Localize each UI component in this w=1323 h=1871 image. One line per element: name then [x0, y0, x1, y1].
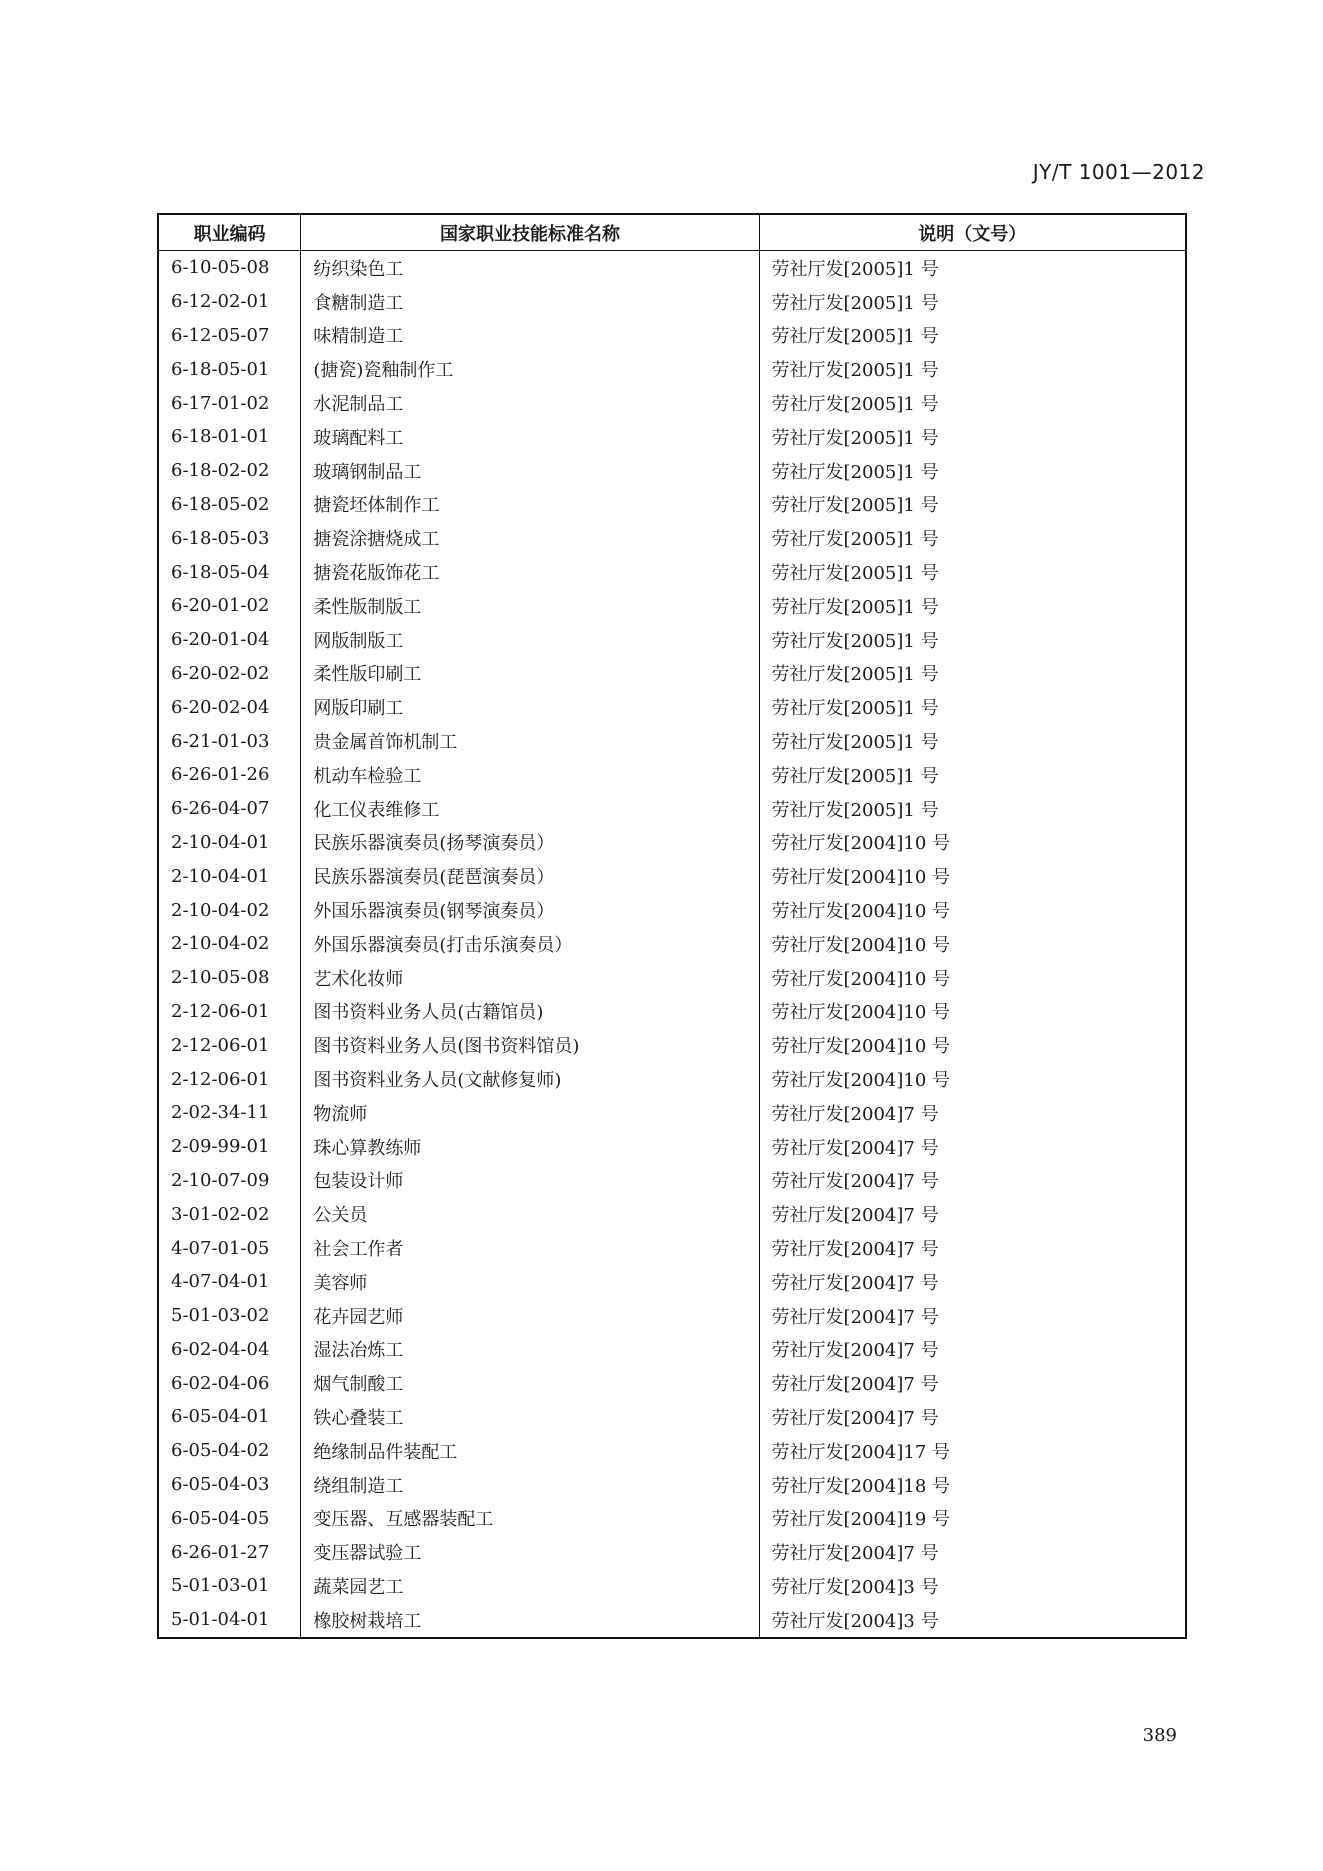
- document-number-cell: 劳社厅发[2004]10 号: [759, 859, 1186, 893]
- standard-name-cell: 湿法冶炼工: [301, 1333, 759, 1367]
- occupation-code-cell: 6-05-04-05: [158, 1501, 301, 1535]
- table-row: [158, 488, 1186, 522]
- occupation-code-cell: 6-12-02-01: [158, 285, 301, 319]
- document-number-cell: 劳社厅发[2004]3 号: [759, 1603, 1186, 1638]
- occupation-code-cell: 5-01-03-01: [158, 1569, 301, 1603]
- document-number-cell: 劳社厅发[2004]10 号: [759, 927, 1186, 961]
- table-row: [158, 251, 1186, 285]
- table-row: [158, 927, 1186, 961]
- table-row: [158, 589, 1186, 623]
- document-number-cell: 劳社厅发[2004]3 号: [759, 1569, 1186, 1603]
- table-row: [158, 1569, 1186, 1603]
- table-row: [158, 420, 1186, 454]
- occupation-code-cell: 6-18-05-02: [158, 488, 301, 522]
- table-row: [158, 1434, 1186, 1468]
- standard-name-cell: 网版制版工: [301, 623, 759, 657]
- occupation-code-cell: 2-12-06-01: [158, 1062, 301, 1096]
- standard-name-cell: 图书资料业务人员(文献修复师): [301, 1062, 759, 1096]
- standard-name-cell: 味精制造工: [301, 319, 759, 353]
- occupation-standards-table: [157, 213, 1187, 1639]
- document-number-cell: 劳社厅发[2005]1 号: [759, 319, 1186, 353]
- standard-name-cell: 柔性版制版工: [301, 589, 759, 623]
- table-row: [158, 1265, 1186, 1299]
- standard-name-cell: 绕组制造工: [301, 1468, 759, 1502]
- document-number-cell: 劳社厅发[2005]1 号: [759, 454, 1186, 488]
- standard-name-cell: 变压器试验工: [301, 1535, 759, 1569]
- standard-name-cell: 贵金属首饰机制工: [301, 724, 759, 758]
- table-row: [158, 386, 1186, 420]
- table-row: [158, 1231, 1186, 1265]
- document-number-cell: 劳社厅发[2004]10 号: [759, 995, 1186, 1029]
- occupation-code-cell: 6-12-05-07: [158, 319, 301, 353]
- document-number-cell: 劳社厅发[2005]1 号: [759, 555, 1186, 589]
- document-number-cell: 劳社厅发[2005]1 号: [759, 488, 1186, 522]
- standard-name-cell: 外国乐器演奏员(钢琴演奏员）: [301, 893, 759, 927]
- standard-code: JY/T 1001—2012: [1032, 160, 1205, 184]
- occupation-code-cell: 2-02-34-11: [158, 1096, 301, 1130]
- occupation-code-cell: 3-01-02-02: [158, 1197, 301, 1231]
- standard-name-cell: 纺织染色工: [301, 251, 759, 285]
- standard-name-cell: 艺术化妆师: [301, 961, 759, 995]
- table-row: [158, 454, 1186, 488]
- table-row: [158, 1028, 1186, 1062]
- table-row: [158, 1468, 1186, 1502]
- table-header-row: [158, 214, 1186, 251]
- occupation-code-cell: 6-18-05-01: [158, 352, 301, 386]
- occupation-code-cell: 2-10-04-02: [158, 927, 301, 961]
- document-number-cell: 劳社厅发[2004]19 号: [759, 1501, 1186, 1535]
- standard-name-cell: 搪瓷涂搪烧成工: [301, 521, 759, 555]
- document-number-cell: 劳社厅发[2005]1 号: [759, 285, 1186, 319]
- column-header-standard-name: 国家职业技能标准名称: [301, 214, 759, 251]
- occupation-code-cell: 6-20-01-02: [158, 589, 301, 623]
- standard-name-cell: 食糖制造工: [301, 285, 759, 319]
- standard-name-cell: 搪瓷花版饰花工: [301, 555, 759, 589]
- table-row: [158, 758, 1186, 792]
- document-number-cell: 劳社厅发[2004]7 号: [759, 1231, 1186, 1265]
- table-row: [158, 859, 1186, 893]
- table-row: [158, 690, 1186, 724]
- occupation-code-cell: 6-10-05-08: [158, 251, 301, 285]
- standard-name-cell: 图书资料业务人员(图书资料馆员): [301, 1028, 759, 1062]
- document-number-cell: 劳社厅发[2004]18 号: [759, 1468, 1186, 1502]
- occupation-code-cell: 6-18-05-04: [158, 555, 301, 589]
- document-number-cell: 劳社厅发[2004]10 号: [759, 826, 1186, 860]
- table-row: [158, 1096, 1186, 1130]
- table-row: [158, 555, 1186, 589]
- occupation-code-cell: 6-18-02-02: [158, 454, 301, 488]
- document-number-cell: 劳社厅发[2005]1 号: [759, 758, 1186, 792]
- occupation-code-cell: 6-18-01-01: [158, 420, 301, 454]
- table-row: [158, 1197, 1186, 1231]
- document-number-cell: 劳社厅发[2004]7 号: [759, 1333, 1186, 1367]
- document-number-cell: 劳社厅发[2005]1 号: [759, 521, 1186, 555]
- table-row: [158, 1062, 1186, 1096]
- document-number-cell: 劳社厅发[2004]10 号: [759, 1028, 1186, 1062]
- standard-name-cell: 外国乐器演奏员(打击乐演奏员）: [301, 927, 759, 961]
- document-number-cell: 劳社厅发[2005]1 号: [759, 792, 1186, 826]
- table-row: [158, 995, 1186, 1029]
- standard-name-cell: 民族乐器演奏员(琵琶演奏员）: [301, 859, 759, 893]
- standard-name-cell: 民族乐器演奏员(扬琴演奏员）: [301, 826, 759, 860]
- table-body: [158, 251, 1186, 1638]
- occupation-code-cell: 4-07-04-01: [158, 1265, 301, 1299]
- document-number-cell: 劳社厅发[2005]1 号: [759, 589, 1186, 623]
- table-row: [158, 1299, 1186, 1333]
- occupation-code-cell: 2-10-04-02: [158, 893, 301, 927]
- standard-name-cell: 橡胶树栽培工: [301, 1603, 759, 1638]
- document-number-cell: 劳社厅发[2005]1 号: [759, 251, 1186, 285]
- table-row: [158, 961, 1186, 995]
- occupation-code-cell: 2-09-99-01: [158, 1130, 301, 1164]
- table-row: [158, 623, 1186, 657]
- occupation-code-cell: 6-02-04-04: [158, 1333, 301, 1367]
- standard-name-cell: 蔬菜园艺工: [301, 1569, 759, 1603]
- standard-name-cell: 图书资料业务人员(古籍馆员): [301, 995, 759, 1029]
- document-number-cell: 劳社厅发[2004]7 号: [759, 1096, 1186, 1130]
- standard-name-cell: 社会工作者: [301, 1231, 759, 1265]
- occupation-code-cell: 6-05-04-03: [158, 1468, 301, 1502]
- standard-name-cell: 铁心叠装工: [301, 1400, 759, 1434]
- occupation-code-cell: 6-26-01-26: [158, 758, 301, 792]
- occupation-code-cell: 6-26-01-27: [158, 1535, 301, 1569]
- occupation-code-cell: 2-12-06-01: [158, 995, 301, 1029]
- occupation-code-cell: 2-10-04-01: [158, 859, 301, 893]
- occupation-code-cell: 2-10-05-08: [158, 961, 301, 995]
- document-number-cell: 劳社厅发[2004]10 号: [759, 961, 1186, 995]
- document-number-cell: 劳社厅发[2005]1 号: [759, 420, 1186, 454]
- table-row: [158, 1130, 1186, 1164]
- occupation-code-cell: 5-01-04-01: [158, 1603, 301, 1638]
- standard-name-cell: 绝缘制品件装配工: [301, 1434, 759, 1468]
- column-header-occupation-code: 职业编码: [158, 214, 301, 251]
- document-number-cell: 劳社厅发[2004]7 号: [759, 1265, 1186, 1299]
- occupation-code-cell: 6-20-02-04: [158, 690, 301, 724]
- occupation-code-cell: 2-10-07-09: [158, 1164, 301, 1198]
- document-number-cell: 劳社厅发[2005]1 号: [759, 352, 1186, 386]
- document-number-cell: 劳社厅发[2004]7 号: [759, 1197, 1186, 1231]
- occupation-code-cell: 5-01-03-02: [158, 1299, 301, 1333]
- occupation-code-cell: 6-18-05-03: [158, 521, 301, 555]
- standard-name-cell: 物流师: [301, 1096, 759, 1130]
- standard-name-cell: 珠心算教练师: [301, 1130, 759, 1164]
- standard-name-cell: (搪瓷)瓷釉制作工: [301, 352, 759, 386]
- standard-name-cell: 水泥制品工: [301, 386, 759, 420]
- table-row: [158, 521, 1186, 555]
- occupation-code-cell: 6-05-04-02: [158, 1434, 301, 1468]
- standard-name-cell: 烟气制酸工: [301, 1366, 759, 1400]
- standard-name-cell: 花卉园艺师: [301, 1299, 759, 1333]
- standard-name-cell: 搪瓷坯体制作工: [301, 488, 759, 522]
- occupation-code-cell: 6-21-01-03: [158, 724, 301, 758]
- occupation-code-cell: 6-02-04-06: [158, 1366, 301, 1400]
- document-number-cell: 劳社厅发[2004]7 号: [759, 1299, 1186, 1333]
- table-row: [158, 352, 1186, 386]
- table-row: [158, 893, 1186, 927]
- occupation-code-cell: 6-26-04-07: [158, 792, 301, 826]
- document-number-cell: 劳社厅发[2004]7 号: [759, 1366, 1186, 1400]
- page-number: 389: [1142, 1725, 1177, 1746]
- document-number-cell: 劳社厅发[2004]10 号: [759, 1062, 1186, 1096]
- occupation-code-cell: 2-12-06-01: [158, 1028, 301, 1062]
- document-number-cell: 劳社厅发[2005]1 号: [759, 724, 1186, 758]
- table-row: [158, 1400, 1186, 1434]
- standard-name-cell: 柔性版印刷工: [301, 657, 759, 691]
- document-number-cell: 劳社厅发[2004]10 号: [759, 893, 1186, 927]
- occupation-code-cell: 4-07-01-05: [158, 1231, 301, 1265]
- occupation-code-cell: 6-17-01-02: [158, 386, 301, 420]
- standard-name-cell: 玻璃钢制品工: [301, 454, 759, 488]
- document-number-cell: 劳社厅发[2004]7 号: [759, 1164, 1186, 1198]
- table-row: [158, 1333, 1186, 1367]
- table-row: [158, 319, 1186, 353]
- occupation-code-cell: 2-10-04-01: [158, 826, 301, 860]
- table-row: [158, 1501, 1186, 1535]
- standard-name-cell: 变压器、互感器装配工: [301, 1501, 759, 1535]
- occupation-code-cell: 6-20-02-02: [158, 657, 301, 691]
- standard-name-cell: 美容师: [301, 1265, 759, 1299]
- document-number-cell: 劳社厅发[2004]17 号: [759, 1434, 1186, 1468]
- document-number-cell: 劳社厅发[2005]1 号: [759, 690, 1186, 724]
- document-number-cell: 劳社厅发[2005]1 号: [759, 623, 1186, 657]
- standard-name-cell: 包装设计师: [301, 1164, 759, 1198]
- table-row: [158, 724, 1186, 758]
- occupation-code-cell: 6-20-01-04: [158, 623, 301, 657]
- standard-name-cell: 公关员: [301, 1197, 759, 1231]
- document-number-cell: 劳社厅发[2005]1 号: [759, 657, 1186, 691]
- table-row: [158, 1164, 1186, 1198]
- occupation-code-cell: 6-05-04-01: [158, 1400, 301, 1434]
- table-row: [158, 1603, 1186, 1638]
- standard-name-cell: 网版印刷工: [301, 690, 759, 724]
- table-row: [158, 826, 1186, 860]
- document-number-cell: 劳社厅发[2004]7 号: [759, 1400, 1186, 1434]
- table-row: [158, 1366, 1186, 1400]
- document-number-cell: 劳社厅发[2005]1 号: [759, 386, 1186, 420]
- standard-name-cell: 化工仪表维修工: [301, 792, 759, 826]
- standard-name-cell: 玻璃配料工: [301, 420, 759, 454]
- document-number-cell: 劳社厅发[2004]7 号: [759, 1130, 1186, 1164]
- table-row: [158, 792, 1186, 826]
- table-row: [158, 285, 1186, 319]
- standard-name-cell: 机动车检验工: [301, 758, 759, 792]
- column-header-document-number: 说明（文号）: [759, 214, 1186, 251]
- table-row: [158, 657, 1186, 691]
- document-number-cell: 劳社厅发[2004]7 号: [759, 1535, 1186, 1569]
- table-row: [158, 1535, 1186, 1569]
